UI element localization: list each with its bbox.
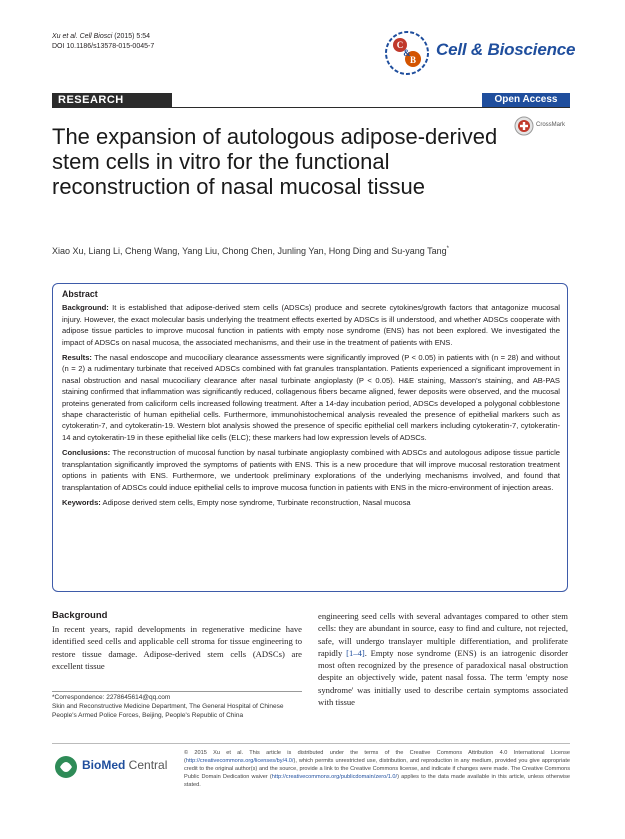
logo-letter-b: B (409, 55, 417, 65)
logo-letter-amp: & (403, 48, 411, 58)
license-part-a: © 2015 Xu et al. This article is distributed under the terms of the Creative Commons Attribution 4.0 International License ( (184, 750, 570, 764)
journal-logo-icon (384, 30, 430, 76)
affiliation: Skin and Reconstructive Medicine Department, The General Hospital of Chinese People's Armed Police Forces, Beijing, People's Republic of China (52, 702, 284, 719)
abstract-conclusions (62, 447, 560, 493)
journal-name: Cell & Bioscience (436, 40, 576, 59)
biomed-central-name (82, 758, 167, 772)
section-heading-background: Background (52, 610, 108, 621)
abstract-keywords (62, 497, 560, 508)
body-right-text-b: . Empty nose syndrome (ENS) is an iatrogenic disorder most often recognized by the presence of paradoxical nasal obstruction despite an objectively wide, patent nasal fossa. The term 'empty nose syndrome' was initially used to describe certain symptoms associated with tissue (318, 647, 568, 708)
article-title: The expansion of autologous adipose-derived stem cells in vitro for the functional reconstruction of nasal mucosal tissue (52, 124, 498, 199)
citation-link[interactable]: [1–4] (346, 647, 365, 658)
open-access-badge: Open Access (482, 93, 570, 107)
results-text: The nasal endoscope and mucociliary clearance assessments were significantly improved (P < 0.05) in patients with (n = 28) and without (n = 2) a rudimentary turbinate that received ADSCs combined with fat granules transplantation. Patients experienced a significant improvement in nasal obstruction and nasal mucociliary clearance after nasal turbinate angioplasty (P < 0.05). H&E staining, Masson's staining, and AB-PAS staining confirmed that inflammation was significantly reduced, collagenous fibers became aligned, fewer deposits were observed, and the mucosal proteins generated from caliciform cells increased following treatment. After a 14-day incubation period, ADSCs developed a polygonal cobblestone shape characteristic of human epithelial cells. Furthermore, immunohistochemical analysis revealed the presence of epithelial markers such as cytokeratin-7, and cytokeratin-19. Western blot analysis showed the presence of specific epithelial cell markers including cytokeratin-7, cytokeratin-14 and cytokeratin-19 in these epithelial like cells (ELC); these markers had low expression levels of ADSCs. (62, 353, 560, 442)
footnote (52, 694, 302, 720)
background-label: Background: (62, 303, 109, 313)
abstract-background (62, 302, 560, 348)
citation-journal: Xu et al. Cell Biosci (52, 33, 113, 40)
band-rule (52, 107, 570, 108)
abstract-heading: Abstract (62, 289, 98, 299)
correspondence: *Correspondence: 2278645614@qq.com (52, 694, 171, 701)
research-label: RESEARCH (52, 93, 172, 107)
citation-volume: (2015) 5:54 (112, 33, 151, 40)
keywords-text: Adipose derived stem cells, Empty nose syndrome, Turbinate reconstruction, Nasal mucosa (100, 497, 411, 507)
logo-letter-c: C (396, 40, 404, 50)
background-text: It is established that adipose-derived stem cells (ADSCs) produce and secrete cytokines/growth factors that antagonize mucosal injury. However, the exact molecular basis underlying the treatment effects exerted by ADSCs is ill understood, and whether ADSCs cooperate with adipose tissue particles to improve mucosal function in patients with empty nose syndrome (ENS) has not been explored. We investigated the impact of ADSCs on nasal mucosa, the associated mechanisms, and their use in the treatment of patients with ENS. (62, 303, 560, 347)
author-list (52, 243, 572, 257)
conclusions-text: The reconstruction of mucosal function by nasal turbinate angioplasty combined with ADSCs and autologous adipose tissue particle transplantation significantly improved the symptoms of patients with ENS. This is a new procedure that will improve mucosal restoration treatment options in patients with ENS. Furthermore, we undertook preliminary explorations of the underlying mechanisms involved, and found that transplantation of ADSCs could induce epithelial cells to improve mucosa function in patients with ENS in the micro-environment of injection areas. (62, 448, 560, 492)
license-part-c: ) applies to the data made available in this article, unless otherwise stated. (184, 774, 570, 788)
crossmark-icon[interactable] (514, 116, 534, 136)
body-left-column (52, 610, 302, 672)
crossmark-label[interactable]: CrossMark (536, 122, 566, 128)
footnote-rule (52, 691, 302, 692)
body-left-text: In recent years, rapid developments in regenerative medicine have identified seed cells and applicable cell stroma for tissue engineering to restore tissue damage. Adipose-derived stem cells (ADSCs) are excellent tissue (52, 624, 302, 671)
body-right-text-a: engineering seed cells with several advantages compared to other stem cells: they are abundant in source, easy to find and culture, not rejected, safe, will undergo translayer multiple differentiation, and proliferate rapidly (318, 611, 568, 658)
citation-header (52, 32, 154, 52)
results-label: Results: (62, 353, 92, 363)
footer-rule (52, 743, 570, 744)
license-link-cc-by[interactable]: http://creativecommons.org/licenses/by/4.0/ (185, 758, 294, 764)
doi: DOI 10.1186/s13578-015-0045-7 (52, 43, 155, 50)
license-link-publicdomain[interactable]: http://creativecommons.org/publicdomain/zero/1.0/ (271, 774, 398, 780)
license-part-b: ), which permits unrestricted use, distribution, and reproduction in any medium, provided you give appropriate credit to the original author(s) and the source, provide a link to the Creative Commons license, and indicate if changes were made. The Creative Commons Public Domain Dedication waiver ( (184, 758, 570, 780)
body-right-column (318, 610, 568, 708)
body-right-text (318, 610, 568, 708)
authors-text: Xiao Xu, Liang Li, Cheng Wang, Yang Liu, Chong Chen, Junling Yan, Hong Ding and Su-yang Tang (52, 246, 447, 256)
corresponding-author-mark: * (446, 246, 449, 252)
abstract-results (62, 352, 560, 443)
abstract (62, 289, 560, 512)
keywords-label: Keywords: (62, 497, 101, 507)
conclusions-label: Conclusions: (62, 448, 111, 458)
bmc-central: Central (125, 758, 168, 772)
article-type-band (52, 93, 570, 107)
license-text (184, 749, 570, 789)
bmc-biomed: BioMed (82, 758, 126, 772)
